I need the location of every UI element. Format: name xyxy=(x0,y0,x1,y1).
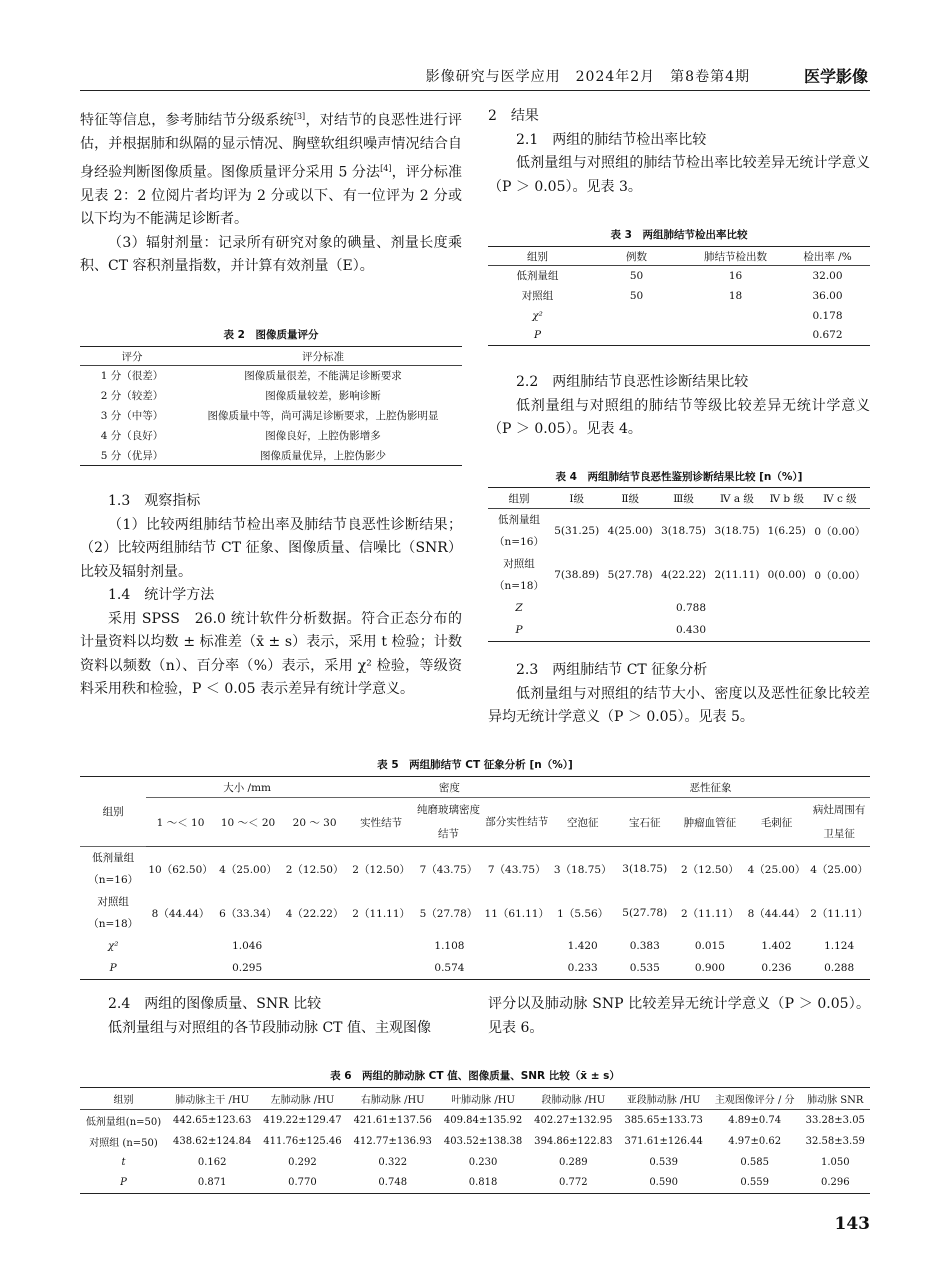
table-row: 5 分（优异） 图像质量优异，上腔伪影少 xyxy=(80,446,462,466)
table6-caption: 表 6 两组的肺动脉 CT 值、图像质量、SNR 比较（x̄ ± s） xyxy=(330,1070,620,1082)
paragraph-observation: （1）比较两组肺结节检出率及肺结节良恶性诊断结果；（2）比较两组肺结节 CT 征象、图像质量、信噪比（SNR）比较及辐射剂量。 xyxy=(80,516,462,580)
paragraph-2-1: 低剂量组与对照组的肺结节检出率比较差异无统计学意义（P ＞ 0.05）。见表 3。 xyxy=(488,155,870,195)
table4-header: 组别 xyxy=(508,492,530,505)
table3-header: 例数 xyxy=(626,250,647,263)
table-row: 1 分（很差） 图像质量很差，不能满足诊断要求 xyxy=(100,370,402,383)
table5-subheader: 部分实性结节 xyxy=(485,816,549,828)
table5-subheader: 10 ～＜ 20 xyxy=(220,816,276,829)
heading-1-3: 1.3 观察指标 xyxy=(108,493,201,509)
table-row: P 0.430 xyxy=(488,619,870,641)
table3 xyxy=(488,246,870,346)
heading-2-1: 2.1 两组的肺结节检出率比较 xyxy=(516,131,707,148)
table-row: t 0.162 0.292 0.322 0.230 0.289 0.539 0.585 1.050 xyxy=(121,1156,850,1168)
paragraph-2-2: 低剂量组与对照组的肺结节等级比较差异无统计学意义（P ＞ 0.05）。见表 4。 xyxy=(488,397,870,437)
citation-4: [4] xyxy=(380,163,392,173)
table4-caption: 表 4 两组肺结节良恶性鉴别诊断结果比较 [n（%）] xyxy=(555,471,803,483)
heading-2-3: 2.3 两组肺结节 CT 征象分析 xyxy=(516,662,708,678)
table-row: 对照组 50 18 36.00 xyxy=(521,289,843,302)
paragraph-2-4-right: 评分以及肺动脉 SNP 比较差异无统计学意义（P ＞ 0.05）。见表 6。 xyxy=(488,996,870,1036)
table2 xyxy=(80,346,462,466)
paragraph-radiation-dose: （3）辐射剂量：记录所有研究对象的碘量、剂量长度乘积、CT 容积剂量指数，并计算有效剂量（E）。 xyxy=(80,234,462,275)
table5-subheader: 实性结节 xyxy=(360,816,403,829)
table-row: 4 分（良好） 图像良好，上腔伪影增多 xyxy=(100,430,381,442)
table-row: P 0.672 xyxy=(488,326,870,346)
table-row: Z 0.788 xyxy=(515,602,707,614)
table5-subheader: 宝石征 xyxy=(628,816,661,829)
table-row: 低剂量组(n=50) 442.65±123.63 419.22±129.47 421.61±137.56 409.84±135.92 402.27±132.95 385.65±133.73 4.89±0.74 33.28±3.05 xyxy=(85,1114,865,1128)
table2-caption: 表 2 图像质量评分 xyxy=(223,329,319,341)
left-column-top xyxy=(80,105,462,279)
table4-header: Ⅳ a 级 xyxy=(720,492,754,505)
table6-header: 左肺动脉 /HU xyxy=(270,1095,335,1106)
citation-3: [3] xyxy=(293,112,306,121)
journal-info: 影像研究与医学应用 2024年2月 第8卷第4期 xyxy=(425,69,750,85)
table4-header: Ⅱ级 xyxy=(621,492,639,505)
heading-2-2: 2.2 两组肺结节良恶性诊断结果比较 xyxy=(516,374,749,390)
table5-subheader: 病灶周围有卫星征 xyxy=(812,804,866,840)
table2-header-score: 评分 xyxy=(121,350,143,363)
table-row: 对照组 （n=18） 8（44.44） 6（33.34） 4（22.22） 2（11.11） 5（27.78） 11（61.11） 1（5.56） 5(27.78) 2（11.11） 8（44.44） 2（11.11） xyxy=(88,896,868,930)
table6 xyxy=(80,1087,870,1194)
heading-1-4: 1.4 统计学方法 xyxy=(108,587,215,603)
running-header xyxy=(80,64,870,91)
paragraph-statistics: 采用 SPSS 26.0 统计软件分析数据。符合正态分布的计量资料以均数 ± 标准差（x̄ ± s）表示，采用 t 检验；计数资料以频数（n）、百分率（%）表示，采用 χ² 检验，等级资料采用秩和检验，P ＜ 0.05 表示差异有统计学意义。 xyxy=(80,610,462,697)
right-column-top xyxy=(488,105,870,199)
table3-header: 组别 xyxy=(527,250,548,263)
table-row: 2 分（较差） 图像质量较差，影响诊断 xyxy=(100,390,381,402)
table2-header-criteria: 评分标准 xyxy=(302,350,344,363)
table-row: P 0.871 0.770 0.748 0.818 0.772 0.590 0.559 0.296 xyxy=(80,1173,870,1194)
table5-subheader: 肿瘤血管征 xyxy=(683,816,737,829)
paragraph-2-3: 低剂量组与对照组的结节大小、密度以及恶性征象比较差异均无统计学意义（P ＞ 0.05）。见表 5。 xyxy=(488,685,870,725)
heading-2: 2 结果 xyxy=(488,108,539,124)
paragraph-2-4-left: 低剂量组与对照组的各节段肺动脉 CT 值、主观图像 xyxy=(108,1019,431,1036)
paragraph-quality-method: 特征等信息，参考肺结节分级系统[3]，对结节的良恶性进行评估，并根据肺和纵隔的显示情况、胸壁软组织噪声情况结合自身经验判断图像质量。图像质量评分采用 5 分法[4]，评分标准见表 2：2 位阅片者均评为 2 分或以下、有一位评为 2 分或以下均为不能满足诊断者。 xyxy=(80,112,463,228)
table3-header: 检出率 /% xyxy=(803,250,852,263)
table5-subheader: 毛刺征 xyxy=(760,816,793,829)
table6-header: 段肺动脉 /HU xyxy=(541,1095,606,1106)
table5-subheader: 空泡征 xyxy=(566,816,599,829)
section-2-4-right xyxy=(488,993,870,1040)
table-row: χ² 1.046 1.108 1.420 0.383 0.015 1.402 1.124 xyxy=(107,940,855,952)
left-column-bottom xyxy=(80,490,462,702)
table5-caption: 表 5 两组肺结节 CT 征象分析 [n（%）] xyxy=(377,759,573,771)
page-number: 143 xyxy=(834,1214,870,1234)
table6-header: 肺动脉主干 /HU xyxy=(175,1095,249,1106)
table5-header-density: 密度 xyxy=(348,777,551,798)
table-row: 低剂量组 50 16 32.00 xyxy=(516,269,843,283)
right-column-bottom xyxy=(488,659,870,730)
table4-header: Ⅳ b 级 xyxy=(769,492,804,505)
table4-header: Ⅳ c 级 xyxy=(823,492,857,505)
table3-header: 肺结节检出数 xyxy=(704,250,767,263)
table6-header: 主观图像评分 / 分 xyxy=(714,1095,795,1106)
table-row: 低剂量组 （n=16） 10（62.50） 4（25.00） 2（12.50） 2（12.50） 7（43.75） 7（43.75） 3（18.75） 3(18.75) 2（12.50） 4（25.00） 4（25.00） xyxy=(88,852,868,886)
table6-header: 亚段肺动脉 /HU xyxy=(626,1095,701,1106)
table-row: χ² 0.178 xyxy=(532,309,843,322)
table-row: 低剂量组 （n=16） 5(31.25) 4(25.00) 3(18.75) 3(18.75) 1(6.25) 0（0.00） xyxy=(494,514,866,548)
table5-subheader: 1 ～＜ 10 xyxy=(156,816,205,829)
table-row: 3 分（中等） 图像质量中等，尚可满足诊断要求，上腔伪影明显 xyxy=(100,410,439,422)
table3-caption: 表 3 两组肺结节检出率比较 xyxy=(610,229,748,241)
table6-header: 右肺动脉 /HU xyxy=(360,1095,425,1106)
table5-header-malignant: 恶性征象 xyxy=(551,777,870,798)
table6-header: 组别 xyxy=(113,1095,134,1106)
heading-2-4: 2.4 两组的图像质量、SNR 比较 xyxy=(108,996,322,1012)
section-title: 医学影像 xyxy=(803,67,868,86)
right-column-mid xyxy=(488,371,870,442)
table-row: 对照组 (n=50) 438.62±124.84 411.76±125.46 412.77±136.93 403.52±138.38 394.86±122.83 371.61±126.44 4.97±0.62 32.58±3.59 xyxy=(89,1135,865,1149)
table6-header: 肺动脉 SNR xyxy=(807,1095,864,1106)
table6-header: 叶肺动脉 /HU xyxy=(451,1095,515,1106)
table5-header-size: 大小 /mm xyxy=(146,777,348,798)
section-2-4-left xyxy=(80,993,462,1040)
table5 xyxy=(80,776,870,980)
table5-subheader: 20 ～ 30 xyxy=(292,816,337,829)
table5-header-group: 组别 xyxy=(80,777,146,847)
table5-subheader: 纯磨玻璃密度结节 xyxy=(416,804,480,840)
table-row: 对照组 （n=18） 7(38.89) 5(27.78) 4(22.22) 2(11.11) 0(0.00) 0（0.00） xyxy=(494,558,866,592)
table-row: P 0.295 0.574 0.233 0.535 0.900 0.236 0.288 xyxy=(80,957,870,979)
table4-header: Ⅰ级 xyxy=(569,492,585,505)
table4-header: Ⅲ级 xyxy=(673,492,694,505)
table4 xyxy=(488,487,870,642)
